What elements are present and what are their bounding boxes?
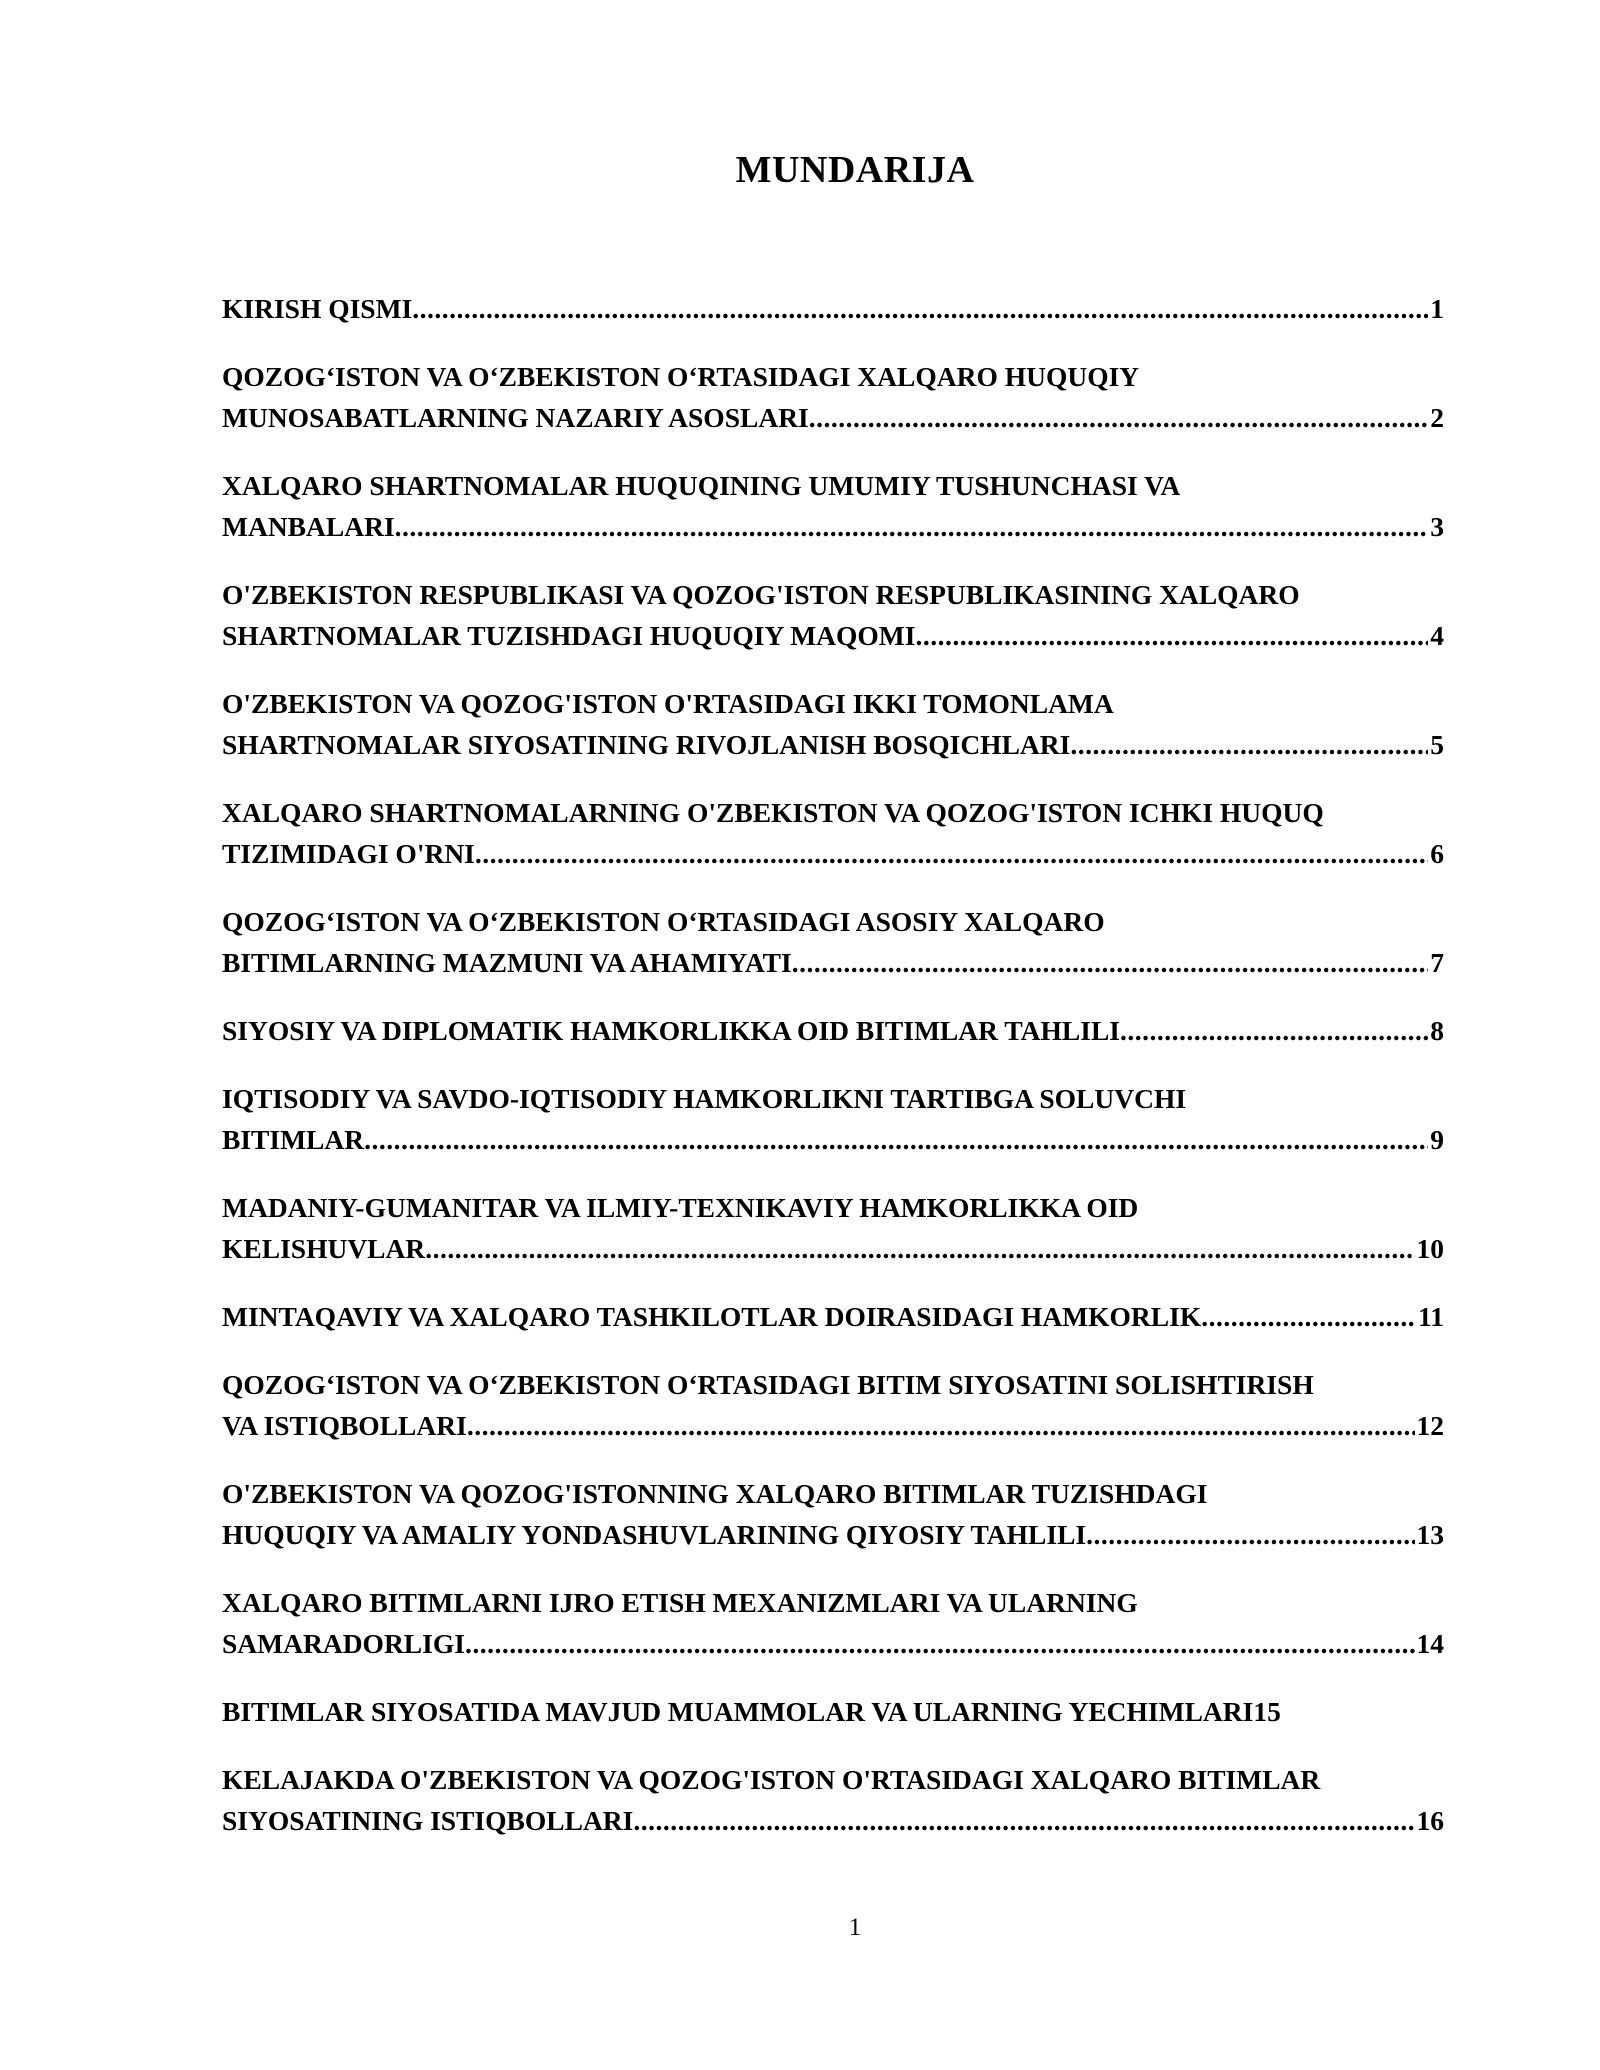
table-of-contents	[222, 288, 1482, 1868]
toc-entry-title: BITIMLAR	[222, 1124, 365, 1155]
toc-entry[interactable]	[222, 1582, 1482, 1664]
toc-entry-title-line: KELAJAKDA O'ZBEKISTON VA QOZOG'ISTON O'RTASIDAGI XALQARO BITIMLAR	[222, 1764, 1321, 1795]
toc-entry[interactable]	[222, 1296, 1482, 1337]
toc-entry[interactable]	[222, 1473, 1482, 1555]
toc-entry-final-line	[222, 615, 1444, 656]
toc-page-number: 14	[1416, 1628, 1444, 1659]
toc-entry[interactable]	[222, 1078, 1482, 1160]
toc-entry-title: SIYOSATINING ISTIQBOLLARI	[222, 1805, 634, 1836]
footer-page-number: 1	[848, 1914, 862, 1941]
toc-entry-title-line: XALQARO SHARTNOMALAR HUQUQINING UMUMIY TUSHUNCHASI VA	[222, 470, 1181, 501]
toc-entry-title: TIZIMIDAGI O'RNI	[222, 838, 475, 869]
dot-leader	[1086, 1514, 1414, 1555]
toc-entry-final-line	[222, 1800, 1444, 1841]
dot-leader	[467, 1405, 1415, 1446]
toc-entry-title: MANBALARI	[222, 511, 395, 542]
toc-entry-title: KIRISH QISMI	[222, 293, 413, 324]
toc-page-number: 15	[1253, 1696, 1281, 1727]
dot-leader	[465, 1623, 1415, 1664]
dot-leader	[412, 288, 1428, 329]
toc-entry-title-line: XALQARO SHARTNOMALARNING O'ZBEKISTON VA QOZOG'ISTON ICHKI HUQUQ	[222, 797, 1324, 828]
toc-page-number: 9	[1430, 1124, 1444, 1155]
toc-page-number: 3	[1430, 511, 1444, 542]
toc-entry-title: HUQUQIY VA AMALIY YONDASHUVLARINING QIYOSIY TAHLILI	[222, 1519, 1087, 1550]
dot-leader	[633, 1800, 1414, 1841]
toc-entry[interactable]	[222, 1187, 1482, 1269]
toc-entry[interactable]	[222, 792, 1482, 874]
toc-entry-final-line	[222, 1228, 1444, 1269]
dot-leader	[1120, 1010, 1428, 1051]
toc-entry-title-line: O'ZBEKISTON VA QOZOG'ISTON O'RTASIDAGI IKKI TOMONLAMA	[222, 688, 1114, 719]
toc-entry-title: KELISHUVLAR	[222, 1233, 426, 1264]
dot-leader	[364, 1119, 1428, 1160]
dot-leader	[395, 506, 1429, 547]
toc-page-number: 13	[1416, 1519, 1444, 1550]
toc-entry-final-line	[222, 288, 1444, 329]
toc-entry-final-line	[222, 506, 1444, 547]
toc-page-number: 16	[1416, 1805, 1444, 1836]
dot-leader	[475, 833, 1428, 874]
toc-entry-title: BITIMLAR SIYOSATIDA MAVJUD MUAMMOLAR VA ULARNING YECHIMLARI	[222, 1696, 1254, 1727]
toc-entry-final-line	[222, 1691, 1444, 1732]
toc-entry[interactable]	[222, 901, 1482, 983]
toc-page-number: 11	[1418, 1301, 1444, 1332]
toc-entry-final-line	[222, 1010, 1444, 1051]
page-title: MUNDARIJA	[735, 149, 975, 191]
toc-entry-title-line: QOZOG‘ISTON VA O‘ZBEKISTON O‘RTASIDAGI BITIM SIYOSATINI SOLISHTIRISH	[222, 1369, 1314, 1400]
toc-entry[interactable]	[222, 1364, 1482, 1446]
toc-entry-final-line	[222, 1119, 1444, 1160]
toc-entry-final-line	[222, 1623, 1444, 1664]
toc-entry-title-line: QOZOG‘ISTON VA O‘ZBEKISTON O‘RTASIDAGI ASOSIY XALQARO	[222, 906, 1105, 937]
toc-page-number: 5	[1430, 729, 1444, 760]
toc-entry-final-line	[222, 1514, 1444, 1555]
toc-page-number: 8	[1430, 1015, 1444, 1046]
toc-entry-final-line	[222, 942, 1444, 983]
toc-entry-final-line	[222, 1296, 1444, 1337]
toc-entry-title: SHARTNOMALAR SIYOSATINING RIVOJLANISH BOSQICHLARI	[222, 729, 1071, 760]
toc-page-number: 4	[1430, 620, 1444, 651]
toc-entry-title-line: O'ZBEKISTON RESPUBLIKASI VA QOZOG'ISTON RESPUBLIKASINING XALQARO	[222, 579, 1300, 610]
toc-entry-title-line: O'ZBEKISTON VA QOZOG'ISTONNING XALQARO BITIMLAR TUZISHDAGI	[222, 1478, 1208, 1509]
toc-entry-title-line: IQTISODIY VA SAVDO-IQTISODIY HAMKORLIKNI TARTIBGA SOLUVCHI	[222, 1083, 1187, 1114]
toc-entry-final-line	[222, 833, 1444, 874]
toc-entry[interactable]	[222, 574, 1482, 656]
toc-entry-title: VA ISTIQBOLLARI	[222, 1410, 467, 1441]
dot-leader	[425, 1228, 1414, 1269]
toc-entry[interactable]	[222, 1691, 1482, 1732]
toc-entry-final-line	[222, 724, 1444, 765]
toc-page-number: 1	[1430, 293, 1444, 324]
toc-entry-title-line: QOZOG‘ISTON VA O‘ZBEKISTON O‘RTASIDAGI XALQARO HUQUQIY	[222, 361, 1140, 392]
toc-entry-title: SAMARADORLIGI	[222, 1628, 465, 1659]
toc-page-number: 7	[1430, 947, 1444, 978]
toc-page-number: 2	[1430, 402, 1444, 433]
toc-page-number: 10	[1416, 1233, 1444, 1264]
toc-entry[interactable]	[222, 356, 1482, 438]
toc-entry-title: MUNOSABATLARNING NAZARIY ASOSLARI	[222, 402, 809, 433]
dot-leader	[809, 397, 1428, 438]
toc-entry-title: SIYOSIY VA DIPLOMATIK HAMKORLIKKA OID BITIMLAR TAHLILI	[222, 1015, 1121, 1046]
toc-entry[interactable]	[222, 1010, 1482, 1051]
toc-entry-final-line	[222, 1405, 1444, 1446]
toc-entry-title-line: XALQARO BITIMLARNI IJRO ETISH MEXANIZMLARI VA ULARNING	[222, 1587, 1138, 1618]
dot-leader	[1201, 1296, 1416, 1337]
toc-entry-title: BITIMLARNING MAZMUNI VA AHAMIYATI	[222, 947, 792, 978]
dot-leader	[792, 942, 1429, 983]
toc-entry[interactable]	[222, 288, 1482, 329]
toc-page-number: 6	[1430, 838, 1444, 869]
dot-leader	[915, 615, 1428, 656]
toc-entry[interactable]	[222, 1759, 1482, 1841]
toc-entry-title: SHARTNOMALAR TUZISHDAGI HUQUQIY MAQOMI	[222, 620, 916, 651]
toc-entry[interactable]	[222, 683, 1482, 765]
toc-entry-final-line	[222, 397, 1444, 438]
toc-entry-title: MINTAQAVIY VA XALQARO TASHKILOTLAR DOIRASIDAGI HAMKORLIK	[222, 1301, 1202, 1332]
toc-entry-title-line: MADANIY-GUMANITAR VA ILMIY-TEXNIKAVIY HAMKORLIKKA OID	[222, 1192, 1139, 1223]
dot-leader	[1070, 724, 1428, 765]
toc-entry[interactable]	[222, 465, 1482, 547]
toc-page-number: 12	[1416, 1410, 1444, 1441]
